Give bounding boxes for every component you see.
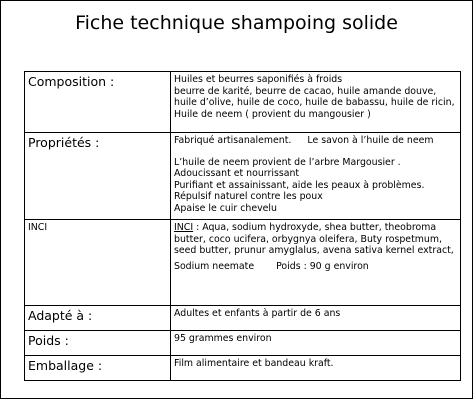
spec-table: [24, 71, 461, 381]
poids-value-cell: [171, 331, 461, 356]
adapte-value-cell: [171, 306, 461, 331]
poids-label-cell: [25, 331, 171, 356]
composition-label: Composition :: [28, 74, 115, 89]
inci-label-cell: [25, 220, 171, 306]
proprietes-line-3: Purifiant et assainissant, aide les peaux à problèmes.: [174, 179, 425, 191]
composition-value-cell: [171, 72, 461, 133]
emballage-value-cell: [171, 356, 461, 381]
adapte-label-cell: [25, 306, 171, 331]
composition-line-2: beurre de karité, beurre de cacao, huile amande douve,: [174, 85, 437, 97]
inci-text: [174, 222, 458, 257]
inci-footer-b: Poids : 90 g environ: [276, 260, 369, 272]
composition-label-cell: [25, 72, 171, 133]
adapte-value: Adultes et enfants à partir de 6 ans: [174, 308, 341, 319]
poids-value: 95 grammes environ: [174, 333, 272, 344]
inci-ingredients: : Aqua, sodium hydroxyde, shea butter, theobroma butter, coco ucifera, orbygnya oleifera, Buty rospetmum, seed butter, prunur amyglalus, avena sativa kernel extract,: [174, 222, 454, 257]
inci-footer-a: Sodium neemate: [174, 260, 255, 272]
proprietes-first-a: Fabriqué artisanalement.: [174, 135, 292, 146]
composition-line-3: huile d’olive, huile de coco, huile de babassu, huile de ricin,: [174, 97, 455, 109]
row-adapte: [25, 306, 461, 331]
inci-value-cell: [171, 220, 461, 306]
emballage-value: Film alimentaire et bandeau kraft.: [174, 358, 334, 369]
proprietes-label-cell: [25, 133, 171, 220]
proprietes-first-b: Le savon à l’huile de neem: [307, 135, 434, 146]
row-composition: [25, 72, 461, 133]
proprietes-line-1: L’huile de neem provient de l’arbre Margousier .: [174, 156, 401, 168]
proprietes-line-5: Apaise le cuir chevelu: [174, 202, 277, 214]
composition-line-4: Huile de neem ( provient du mangousier ): [174, 108, 371, 120]
composition-line-1: Huiles et beurres saponifiés à froids: [174, 74, 343, 85]
inci-footer: [174, 261, 458, 273]
proprietes-line-2: Adoucissant et nourrissant: [174, 168, 300, 180]
proprietes-first-line: [174, 135, 458, 147]
inci-label: INCI: [28, 222, 48, 233]
row-poids: [25, 331, 461, 356]
row-emballage: [25, 356, 461, 381]
poids-label: Poids :: [28, 333, 69, 348]
adapte-label: Adapté à :: [28, 308, 93, 323]
proprietes-line-4: Répulsif naturel contre les poux: [174, 191, 323, 203]
row-proprietes: [25, 133, 461, 220]
proprietes-label: Propriétés :: [28, 135, 100, 150]
inci-prefix: INCI: [174, 222, 194, 233]
emballage-label-cell: [25, 356, 171, 381]
proprietes-value-cell: [171, 133, 461, 220]
emballage-label: Emballage :: [28, 358, 103, 373]
page-title: Fiche technique shampoing solide: [75, 12, 398, 34]
row-inci: [25, 220, 461, 306]
